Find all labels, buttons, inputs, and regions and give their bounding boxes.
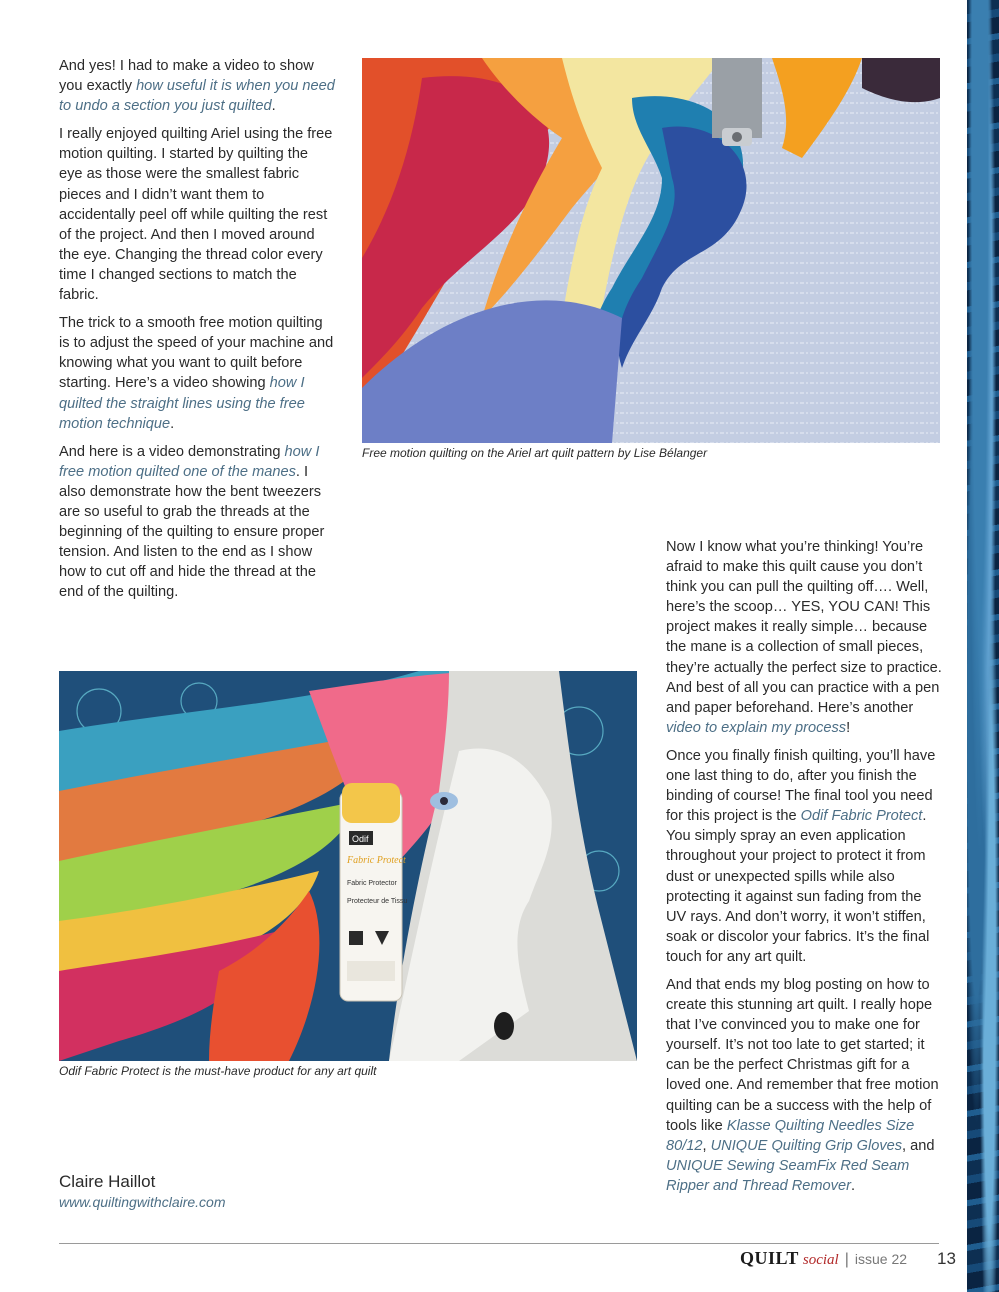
quilting-machine-image — [362, 58, 940, 443]
paragraph — [59, 442, 335, 603]
issue-number: issue 22 — [854, 1251, 908, 1267]
left-text-column — [59, 56, 335, 610]
logo-social: social — [802, 1252, 839, 1268]
photo-odif-fabric-protect — [59, 671, 637, 1061]
page-number: 13 — [937, 1249, 956, 1268]
author-website-link[interactable]: www.quiltingwithclaire.com — [59, 1194, 226, 1210]
paragraph-text: And here is a video demonstrating — [59, 443, 285, 460]
paragraph-text: And yes! I had to make a video to show you exactly — [59, 58, 314, 95]
author-name: Claire Haillot — [59, 1172, 156, 1191]
paragraph-text: I really enjoyed quilting Ariel using the free motion quilting. I started by quilting the eye as those were the smallest fabric pieces and I didn’t want them to accidentally peel off while quilting the rest of the project. And then I moved around the eye. Changing the thread color every time I changed sections to match the fabric. — [59, 126, 333, 304]
can-subtitle-en: Fabric Protector — [347, 880, 397, 887]
quilt-with-spray-can-image — [59, 671, 637, 1061]
can-brand: Odif — [352, 834, 369, 844]
photo-bottom-caption: Odif Fabric Protect is the must-have product for any art quilt — [59, 1064, 377, 1078]
inline-link[interactable]: UNIQUE Sewing SeamFix Red Seam Ripper and Thread Remover — [666, 1157, 910, 1194]
footer-separator: | — [844, 1251, 849, 1268]
paragraph — [666, 537, 944, 738]
paragraph-text: , — [702, 1137, 711, 1154]
right-text-column — [666, 537, 944, 1204]
paragraph-text: . I also demonstrate how the bent tweezers are so useful to grab the threads at the beginning of the quilting to ensure proper tension. And listen to the end as I show how to cut off and hide the thread at the end of the quilting. — [59, 463, 325, 601]
paragraph-text: . — [170, 415, 175, 432]
inline-link[interactable]: Klasse Quilting Needles Size 80/12 — [666, 1117, 915, 1154]
paragraph — [59, 124, 335, 305]
can-subtitle-fr: Protecteur de Tissu — [347, 898, 408, 905]
paragraph-text: Once you finally finish quilting, you’ll have one last thing to do, after you finish the binding of course! The final tool you need for this project is the — [666, 747, 936, 825]
inline-link[interactable]: how useful it is when you need to undo a section you just quilted — [59, 78, 335, 115]
inline-link[interactable]: video to explain my process — [666, 719, 847, 736]
paragraph-text: , and — [902, 1137, 935, 1154]
footer-divider — [59, 1243, 939, 1244]
page-footer — [740, 1248, 956, 1272]
photo-free-motion-quilting — [362, 58, 940, 443]
paragraph — [666, 746, 944, 967]
paragraph-text: . — [271, 98, 276, 115]
paragraph-text: And that ends my blog posting on how to create this stunning art quilt. I really hope that I’ve convinced you to make one for yourself. It’s not too late to get started; it can be the perfect Christmas gift for a loved one. And remember that free motion quilting can be a success with the help of tools like — [666, 976, 939, 1134]
decorative-fabric-stripe — [967, 0, 999, 1292]
logo-quilt: QUILT — [740, 1248, 799, 1268]
paragraph-text: . — [850, 1177, 856, 1194]
paragraph-text: The trick to a smooth free motion quilting is to adjust the speed of your machine and knowing what you want to quilt before starting. Here’s a video showing — [59, 315, 334, 392]
can-title: Fabric Protect — [347, 855, 406, 866]
paragraph-text: ! — [846, 719, 851, 736]
paragraph — [59, 313, 335, 434]
paragraph-text: Now I know what you’re thinking! You’re afraid to make this quilt cause you don’t think you can pull the quilting off…. Well, here’s the scoop… YES, YOU CAN! This project makes it really simple… because the mane is a collection of small pieces, they’re actually the perfect size to practice. And best of all you can practice with a pen and paper beforehand. Here’s another — [666, 539, 942, 716]
inline-link[interactable]: UNIQUE Quilting Grip Gloves — [710, 1137, 903, 1154]
inline-link[interactable]: Odif Fabric Protect — [800, 808, 923, 825]
inline-link[interactable]: how I quilted the straight lines using the free motion technique — [59, 375, 305, 432]
paragraph-text: . You simply spray an even application throughout your project to protect it from dust or unexpected spills while also protecting it against sun fading from the UV rays. And don’t worry, it won’t stiffen, soak or discolor your fabrics. It’s the final touch for any art quilt. — [666, 808, 930, 965]
paragraph — [59, 56, 335, 116]
photo-top-caption: Free motion quilting on the Ariel art quilt pattern by Lise Bélanger — [362, 446, 708, 460]
paragraph — [666, 975, 944, 1196]
inline-link[interactable]: how I free motion quilted one of the manes — [59, 443, 320, 480]
